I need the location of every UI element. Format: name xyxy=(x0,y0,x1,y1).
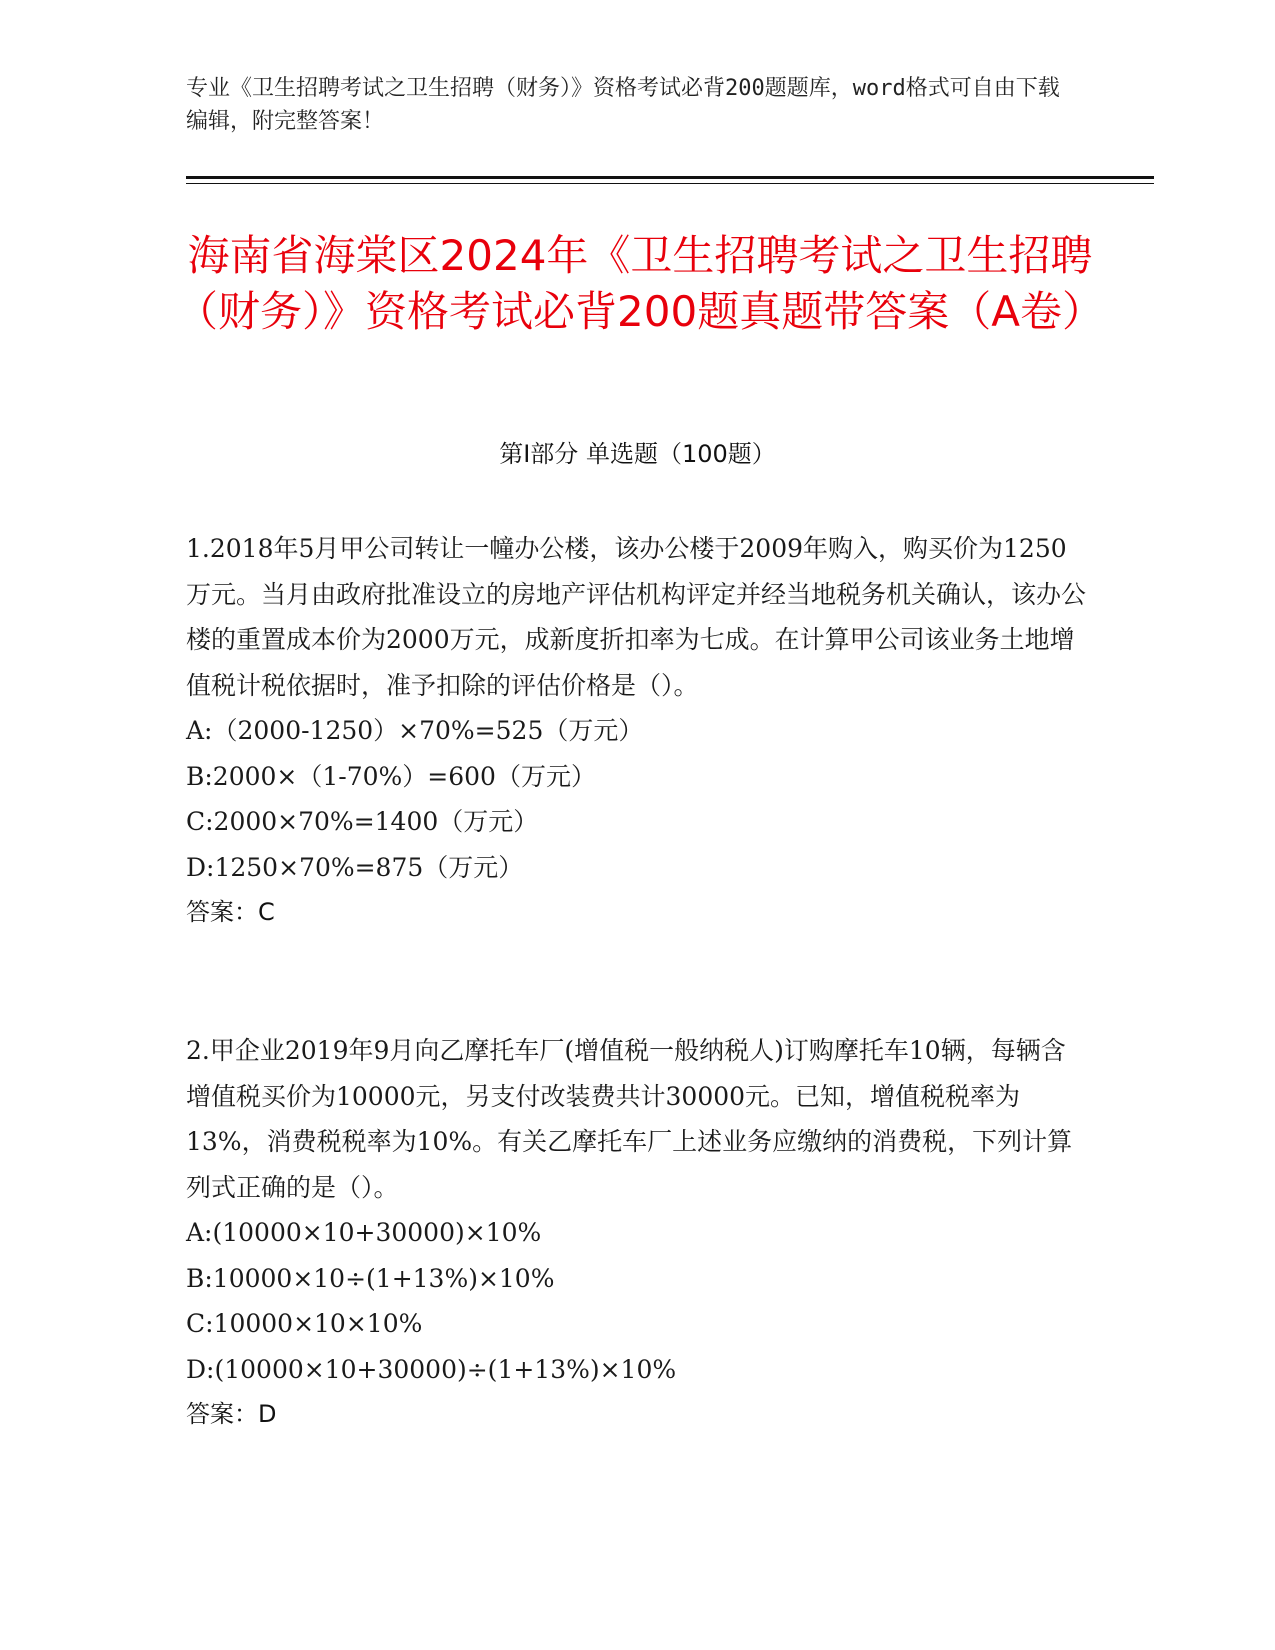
question-2 xyxy=(186,1028,1086,1438)
question-stem: 1.2018年5月甲公司转让一幢办公楼，该办公楼于2009年购入，购买价为1250万元。当月由政府批准设立的房地产评估机构评定并经当地税务机关确认，该办公楼的重置成本价为2000万元，成新度折扣率为七成。在计算甲公司该业务土地增值税计税依据时，准予扣除的评估价格是（）。 xyxy=(186,534,1087,700)
question-stem: 2.甲企业2019年9月向乙摩托车厂(增值税一般纳税人)订购摩托车10辆，每辆含增值税买价为10000元，另支付改装费共计30000元。已知，增值税税率为13%，消费税税率为10%。有关乙摩托车厂上述业务应缴纳的消费税，下列计算列式正确的是（）。 xyxy=(186,1036,1073,1202)
section-heading: 第Ⅰ部分 单选题（100题） xyxy=(499,440,776,468)
option-b: B:10000×10÷(1+13%)×10% xyxy=(186,1263,555,1293)
document-title: 海南省海棠区2024年《卫生招聘考试之卫生招聘（财务）》资格考试必背200题真题带答案（A卷） xyxy=(176,231,1104,336)
option-c: C:10000×10×10% xyxy=(186,1309,423,1338)
option-a: A:(10000×10+30000)×10% xyxy=(186,1218,542,1247)
answer: 答案：C xyxy=(186,898,275,926)
answer: 答案：D xyxy=(186,1400,277,1428)
header-rule-thick xyxy=(186,176,1154,179)
option-b: B:2000×（1-70%）=600（万元） xyxy=(186,761,596,791)
option-a: A:（2000-1250）×70%=525（万元） xyxy=(186,716,644,745)
option-c: C:2000×70%=1400（万元） xyxy=(186,807,539,836)
question-1 xyxy=(186,526,1086,936)
option-d: D:1250×70%=875（万元） xyxy=(186,852,524,882)
header-note: 专业《卫生招聘考试之卫生招聘（财务）》资格考试必背200题题库，word格式可自由下载编辑，附完整答案！ xyxy=(186,76,1060,134)
header-rule-thin xyxy=(186,183,1154,184)
option-d: D:(10000×10+30000)÷(1+13%)×10% xyxy=(186,1354,677,1384)
